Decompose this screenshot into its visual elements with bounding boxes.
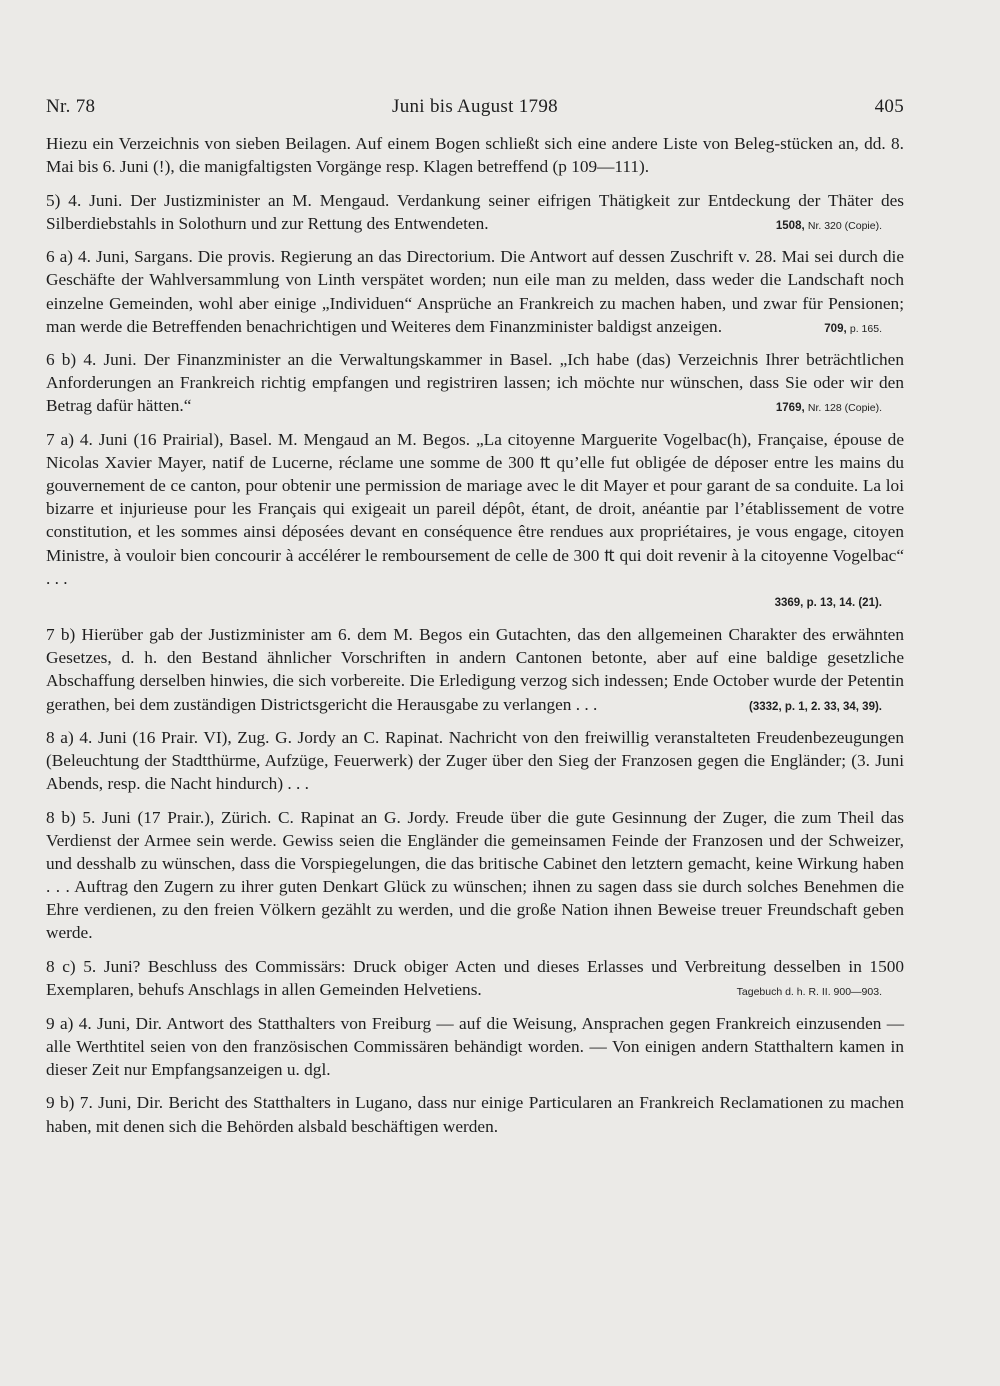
paragraph-9a: 9 a) 4. Juni, Dir. Antwort des Statthalters von Freiburg — auf die Weisung, Ansprachen gegen Frankreich einzusenden — alle Werthtitel seien von den französischen Commissären behändigt worden. — Von einigen andern Statthaltern kamen in dieser Zeit nur Empfangsanzeigen u. dgl. bbox=[46, 1013, 904, 1079]
running-title: Juni bis August 1798 bbox=[392, 96, 558, 117]
paragraph-5: 5) 4. Juni. Der Justizminister an M. Mengaud. Verdankung seiner eifrigen Thätigkeit zur Entdeckung der Thäter des Silberdiebstahls in Solothurn und zur Rettung des Entwendeten. 1508, Nr. 320 (Copie). bbox=[46, 189, 904, 235]
document-number: Nr. 78 bbox=[46, 96, 96, 117]
archive-reference: 1769, Nr. 128 (Copie). bbox=[775, 402, 882, 415]
archive-reference: Tagebuch d. h. R. II. 900—903. bbox=[736, 986, 882, 999]
paragraph-8c: 8 c) 5. Juni? Beschluss des Commissärs: Druck obiger Acten und dieses Erlasses und Verbreitung desselben in 1500 Exemplaren, behufs Anschlags in allen Gemeinden Helvetiens. Tagebuch d. h. R. II. 900—903. bbox=[46, 955, 904, 1001]
archive-reference: 709, p. 165. bbox=[824, 322, 882, 335]
paragraph-intro: Hiezu ein Verzeichnis von sieben Beilagen. Auf einem Bogen schließt sich eine andere Liste von Beleg-stücken an, dd. 8. Mai bis 6. Juni (!), die manigfaltigsten Vorgänge resp. Klagen betreffend (p 109—111). bbox=[46, 134, 904, 177]
paragraph-6a: 6 a) 4. Juni, Sargans. Die provis. Regierung an das Directorium. Die Antwort auf dessen Zuschrift v. 28. Mai sei durch die Geschäfte der Wahlversammlung von Linth verspätet worden; nun eile man zu melden, dass weder die Landschaft noch einzelne Gemeinden, wohl aber einige „Individuen“ Ansprüche an Frankreich zu machen haben, und zwar für Pensionen; man werde die Betreffenden benachrichtigen und Weiteres dem Finanzminister baldigst anzeigen. 709, p. 165. bbox=[46, 245, 904, 337]
archive-reference-line bbox=[46, 589, 904, 615]
paragraph-8a: 8 a) 4. Juni (16 Prair. VI), Zug. G. Jordy an C. Rapinat. Nachricht von den freiwillig veranstalteten Freudenbezeugungen (Beleuchtung der Stadtthürme, Aufzüge, Feuerwerk) der Zuger über den Sieg der Franzosen gegen die Engländer; (3. Juni Abends, resp. die Nacht hindurch) . . . bbox=[46, 728, 904, 794]
paragraph-6b: 6 b) 4. Juni. Der Finanzminister an die Verwaltungskammer in Basel. „Ich habe (das) Verzeichnis Ihrer beträchtlichen Anforderungen an Frankreich richtig empfangen und registriren lassen; ich möchte nur wünschen, dass Sie oder wir den Betrag dafür hätten.“ 1769, Nr. 128 (Copie). bbox=[46, 348, 904, 417]
archive-reference: (3332, p. 1, 2. 33, 34, 39). bbox=[749, 700, 882, 713]
paragraph-7a: 7 a) 4. Juni (16 Prairial), Basel. M. Mengaud an M. Begos. „La citoyenne Marguerite Vogelbac(h), Française, épouse de Nicolas Xavier Mayer, natif de Lucerne, réclame une somme de 300 ₶ qu’elle fut obligée de déposer entre les mains du gouvernement de ce canton, pour obtenir une permission de mariage avec le dit Mayer et pour garant de sa conduite. La loi bizarre et injurieuse pour les Français qui exigeait un pareil dépôt, étant, de droit, anéantie par l’établissement de votre constitution, et les sommes ainsi déposées devant en conséquence être rendues aux propriétaires, je vous engage, citoyen Ministre, à vouloir bien concourir à accélérer le remboursement de celle de 300 ₶ qui doit revenir à la citoyenne Vogelbac“ . . . bbox=[46, 430, 904, 588]
archive-reference: 1508, Nr. 320 (Copie). bbox=[775, 219, 882, 232]
page-body bbox=[46, 132, 904, 1148]
paragraph-7b: 7 b) Hierüber gab der Justizminister am 6. dem M. Begos ein Gutachten, das den allgemeinen Charakter des erwähnten Gesetzes, d. h. den Bestand ähnlicher Vorschriften in andern Cantonen betonte, aber auf eine baldige gesetzliche Abschaffung derselben hinwies, die sich vorbereite. Die Erledigung verzog sich indessen; Ende October wurde der Petentin gerathen, bei dem zuständigen Districtsgericht die Herausgabe zu verlangen . . . (3332, p. 1, 2. 33, 34, 39). bbox=[46, 623, 904, 715]
paragraph-8b: 8 b) 5. Juni (17 Prair.), Zürich. C. Rapinat an G. Jordy. Freude über die gute Gesinnung der Zuger, die zum Theil das Verdienst der Armee sein werde. Gewiss seien die Engländer die gemeinsamen Feinde der Franzosen und der Schweizer, und desshalb zu wünschen, dass die Vorspiegelungen, die das britische Cabinet den letztern gemacht, keine Wirkung haben . . . Auftrag den Zugern zu ihrer guten Denkart Glück zu wünschen; ihnen zu sagen dass sie durch solches Benehmen die Ehre verdienen, zu den freien Völkern gezählt zu werden, und die große Nation ihnen Beweise treuer Freundschaft geben werde. bbox=[46, 807, 904, 943]
archive-reference: 3369, p. 13, 14. (21). bbox=[774, 597, 882, 610]
paragraph-9b: 9 b) 7. Juni, Dir. Bericht des Statthalters in Lugano, dass nur einige Particularen an Frankreich Reclamationen zu machen haben, mit denen sich die Behörden alsbald beschäftigen werden. bbox=[46, 1093, 904, 1136]
page-number: 405 bbox=[874, 96, 904, 117]
